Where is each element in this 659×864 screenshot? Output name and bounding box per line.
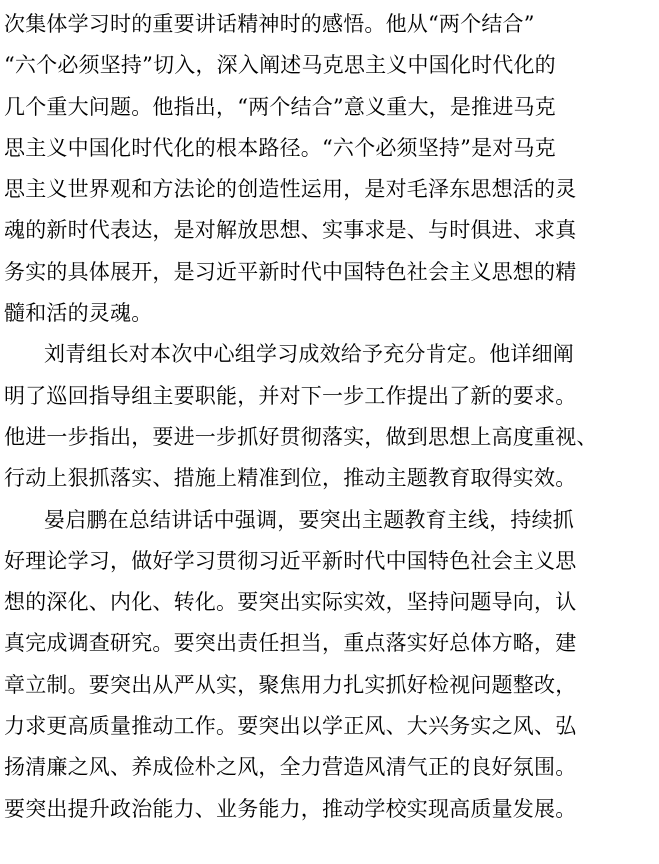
text-line: 要突出提升政治能力、业务能力，推动学校实现高质量发展。 <box>4 796 577 821</box>
text-line: 务实的具体展开，是习近平新时代中国特色社会主义思想的精 <box>4 259 577 284</box>
text-line: 明了巡回指导组主要职能，并对下一步工作提出了新的要求。 <box>4 383 577 408</box>
text-line: 次集体学习时的重要讲话精神时的感悟。他从“两个结合” <box>4 12 535 36</box>
text-line: 好理论学习，做好学习贯彻习近平新时代中国特色社会主义思 <box>4 548 577 573</box>
text-line: 想的深化、内化、转化。要突出实际实效，坚持问题导向，认 <box>4 590 577 615</box>
text-line: 几个重大问题。他指出，“两个结合”意义重大，是推进马克 <box>4 94 556 119</box>
text-line: 章立制。要突出从严从实，聚焦用力扎实抓好检视问题整改， <box>4 672 577 697</box>
text-line: 真完成调查研究。要突出责任担当，重点落实好总体方略，建 <box>4 631 577 656</box>
paragraph-first-line: 晏启鹏在总结讲话中强调，要突出主题教育主线，持续抓 <box>44 507 574 532</box>
text-line: 行动上狠抓落实、措施上精准到位，推动主题教育取得实效。 <box>4 466 577 491</box>
text-line: 扬清廉之风、养成俭朴之风，全力营造风清气正的良好氛围。 <box>4 755 577 780</box>
paragraph-first-line: 刘青组长对本次中心组学习成效给予充分肯定。他详细阐 <box>44 342 574 367</box>
text-line: “六个必须坚持”切入，深入阐述马克思主义中国化时代化的 <box>4 53 556 78</box>
text-line: 髓和活的灵魂。 <box>4 301 153 326</box>
text-line: 他进一步指出，要进一步抓好贯彻落实，做到思想上高度重视、 <box>4 424 598 449</box>
text-line: 魂的新时代表达，是对解放思想、实事求是、与时俱进、求真 <box>4 218 577 243</box>
text-line: 思主义中国化时代化的根本路径。“六个必须坚持”是对马克 <box>4 135 556 160</box>
text-line: 力求更高质量推动工作。要突出以学正风、大兴务实之风、弘 <box>4 714 577 739</box>
text-line: 思主义世界观和方法论的创造性运用，是对毛泽东思想活的灵 <box>4 177 577 202</box>
